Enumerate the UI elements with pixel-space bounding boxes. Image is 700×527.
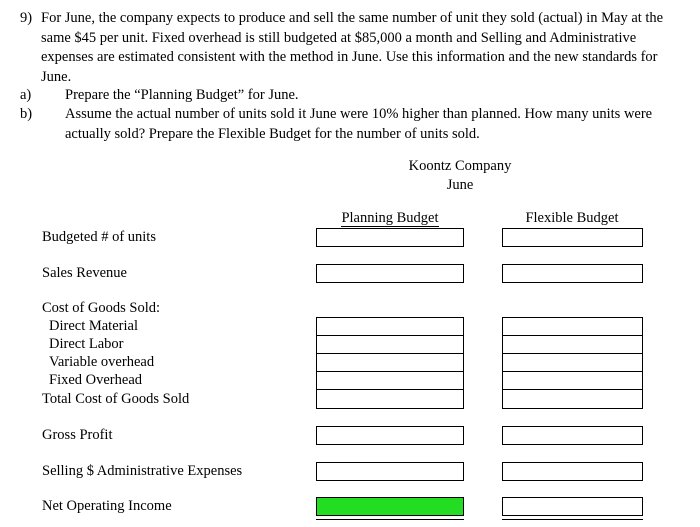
flexible-fixed-overhead-field[interactable] [503,372,642,390]
planning-direct-material-field[interactable] [317,318,463,336]
planning-variable-overhead-field[interactable] [317,354,463,372]
planning-net-operating-income-field[interactable] [316,497,464,516]
planning-total-cogs-field[interactable] [317,390,463,408]
flexible-direct-labor-field[interactable] [503,336,642,354]
company-name: Koontz Company [408,158,512,174]
flexible-budgeted-units-field[interactable] [502,228,643,247]
planning-gross-profit-field[interactable] [316,426,464,445]
flexible-variable-overhead-field[interactable] [503,354,642,372]
planning-fixed-overhead-field[interactable] [317,372,463,390]
part-a-label: a) [20,87,32,103]
planning-budget-header [316,210,464,227]
planning-budgeted-units-field[interactable] [316,228,464,247]
label-net-operating-income: Net Operating Income [42,498,172,514]
planning-selling-admin-field[interactable] [316,462,464,481]
question-text: For June, the company expects to produce and sell the same number of unit they sold (actual) in May at the same $45 per unit. Fixed overhead is still budgeted at $85,000 a month and Selling and Administrative expenses are estimated consistent with the method in June. Use this information and the new standards for June. [41,10,664,85]
flexible-budget-header: Flexible Budget [525,210,619,226]
flexible-direct-material-field[interactable] [503,318,642,336]
part-b-text: Assume the actual number of units sold it June were 10% higher than planned. How many units were actually sold? Prepare the Flexible Budget for the number of units sold. [65,106,653,142]
planning-direct-labor-field[interactable] [317,336,463,354]
flexible-selling-admin-field[interactable] [502,462,643,481]
question-number: 9) [20,10,33,26]
part-b-label: b) [20,106,33,122]
label-cogs-header: Cost of Goods Sold: [42,300,161,316]
part-a-text: Prepare the “Planning Budget” for June. [65,87,299,103]
label-fixed-overhead: Fixed Overhead [49,372,143,388]
flexible-double-underline [502,519,643,520]
label-direct-material: Direct Material [49,318,138,334]
label-selling-admin: Selling $ Administrative Expenses [42,463,243,479]
label-total-cogs: Total Cost of Goods Sold [42,391,190,407]
label-sales-revenue: Sales Revenue [42,265,127,281]
label-direct-labor: Direct Labor [49,336,124,352]
report-period: June [446,177,474,193]
flexible-net-operating-income-field[interactable] [502,497,643,516]
flexible-cogs-fields [502,317,643,409]
flexible-sales-revenue-field[interactable] [502,264,643,283]
planning-budget-header-text: Planning Budget [341,210,439,226]
label-variable-overhead: Variable overhead [49,354,155,370]
planning-double-underline [316,519,464,520]
label-budgeted-units: Budgeted # of units [42,229,156,245]
label-gross-profit: Gross Profit [42,427,113,443]
planning-sales-revenue-field[interactable] [316,264,464,283]
flexible-gross-profit-field[interactable] [502,426,643,445]
flexible-total-cogs-field[interactable] [503,390,642,408]
planning-cogs-fields [316,317,464,409]
